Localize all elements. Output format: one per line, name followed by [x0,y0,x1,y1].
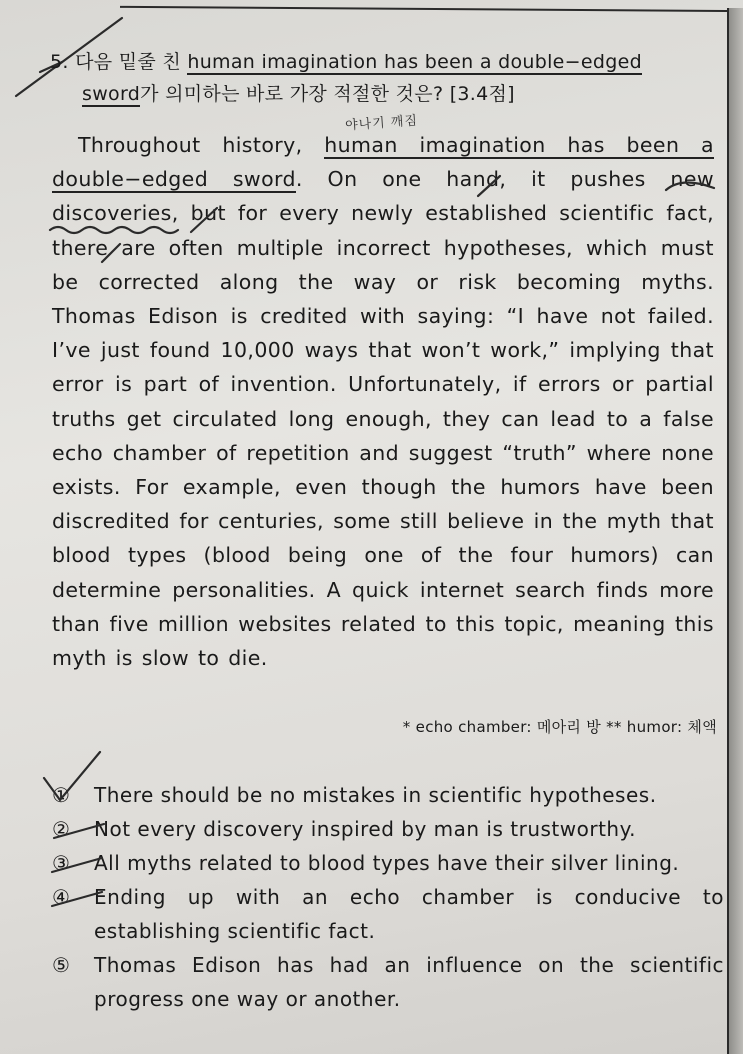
choice-text: All myths related to blood types have their silver lining. [94,851,680,875]
question-prompt-suffix: 가 의미하는 바로 가장 적절한 것은? [3.4점] [140,83,515,105]
handwritten-note: 야나기 깨짐 [344,113,419,134]
choice-3[interactable] [52,846,724,880]
question-underlined-phrase: human imagination has been a double−edged [187,51,642,73]
choice-text: There should be no mistakes in scientific hypotheses. [94,783,657,807]
choice-number: ⑤ [52,953,71,977]
page-edge-shadow [729,8,743,1054]
question-prompt-prefix: 다음 밑줄 친 [75,51,182,73]
passage-text-start: Throughout history, [78,133,303,157]
question-number: 5. [50,51,69,73]
footnote: * echo chamber: 메아리 방 ** humor: 체액 [402,718,717,736]
reading-passage [52,128,714,675]
choice-text: Not every discovery inspired by man is trustworthy. [94,817,636,841]
choice-4[interactable] [52,880,724,948]
choice-1[interactable] [52,778,724,812]
choice-5[interactable] [52,948,724,1016]
passage-underlined-a: human imagination has been a [324,133,715,157]
choice-number: ① [52,783,71,807]
question-header [50,46,720,110]
choice-text: Thomas Edison has had an influence on the scientific progress one way or another. [94,953,724,1011]
choice-number: ③ [52,851,71,875]
choice-number: ④ [52,885,71,909]
passage-text-body: . On one hand, it pushes new discoveries, but for every newly established scientific fact, there are often multiple incorrect hypotheses, which must be corrected along the way or risk becoming myths. Thomas Edison is credited with saying: “I have not failed. I’ve just found 10,000 ways that won’t work,” implying that error is part of invention. Unfortunately, if errors or partial truths get circulated long enough, they can lead to a false echo chamber of repetition and suggest “truth” where none exists. For example, even though the humors have been discredited for centuries, some still believe in the myth that blood types (blood being one of the four humors) can determine personalities. A quick internet search finds more than five million websites related to this topic, meaning this myth is slow to die. [52,167,714,671]
choice-text: Ending up with an echo chamber is conducive to establishing scientific fact. [94,885,724,943]
question-underlined-phrase-end: sword [82,83,141,105]
answer-choices [52,778,724,1016]
passage-underlined-b: double−edged sword [52,167,296,192]
choice-2[interactable] [52,812,724,846]
choice-number: ② [52,817,71,841]
